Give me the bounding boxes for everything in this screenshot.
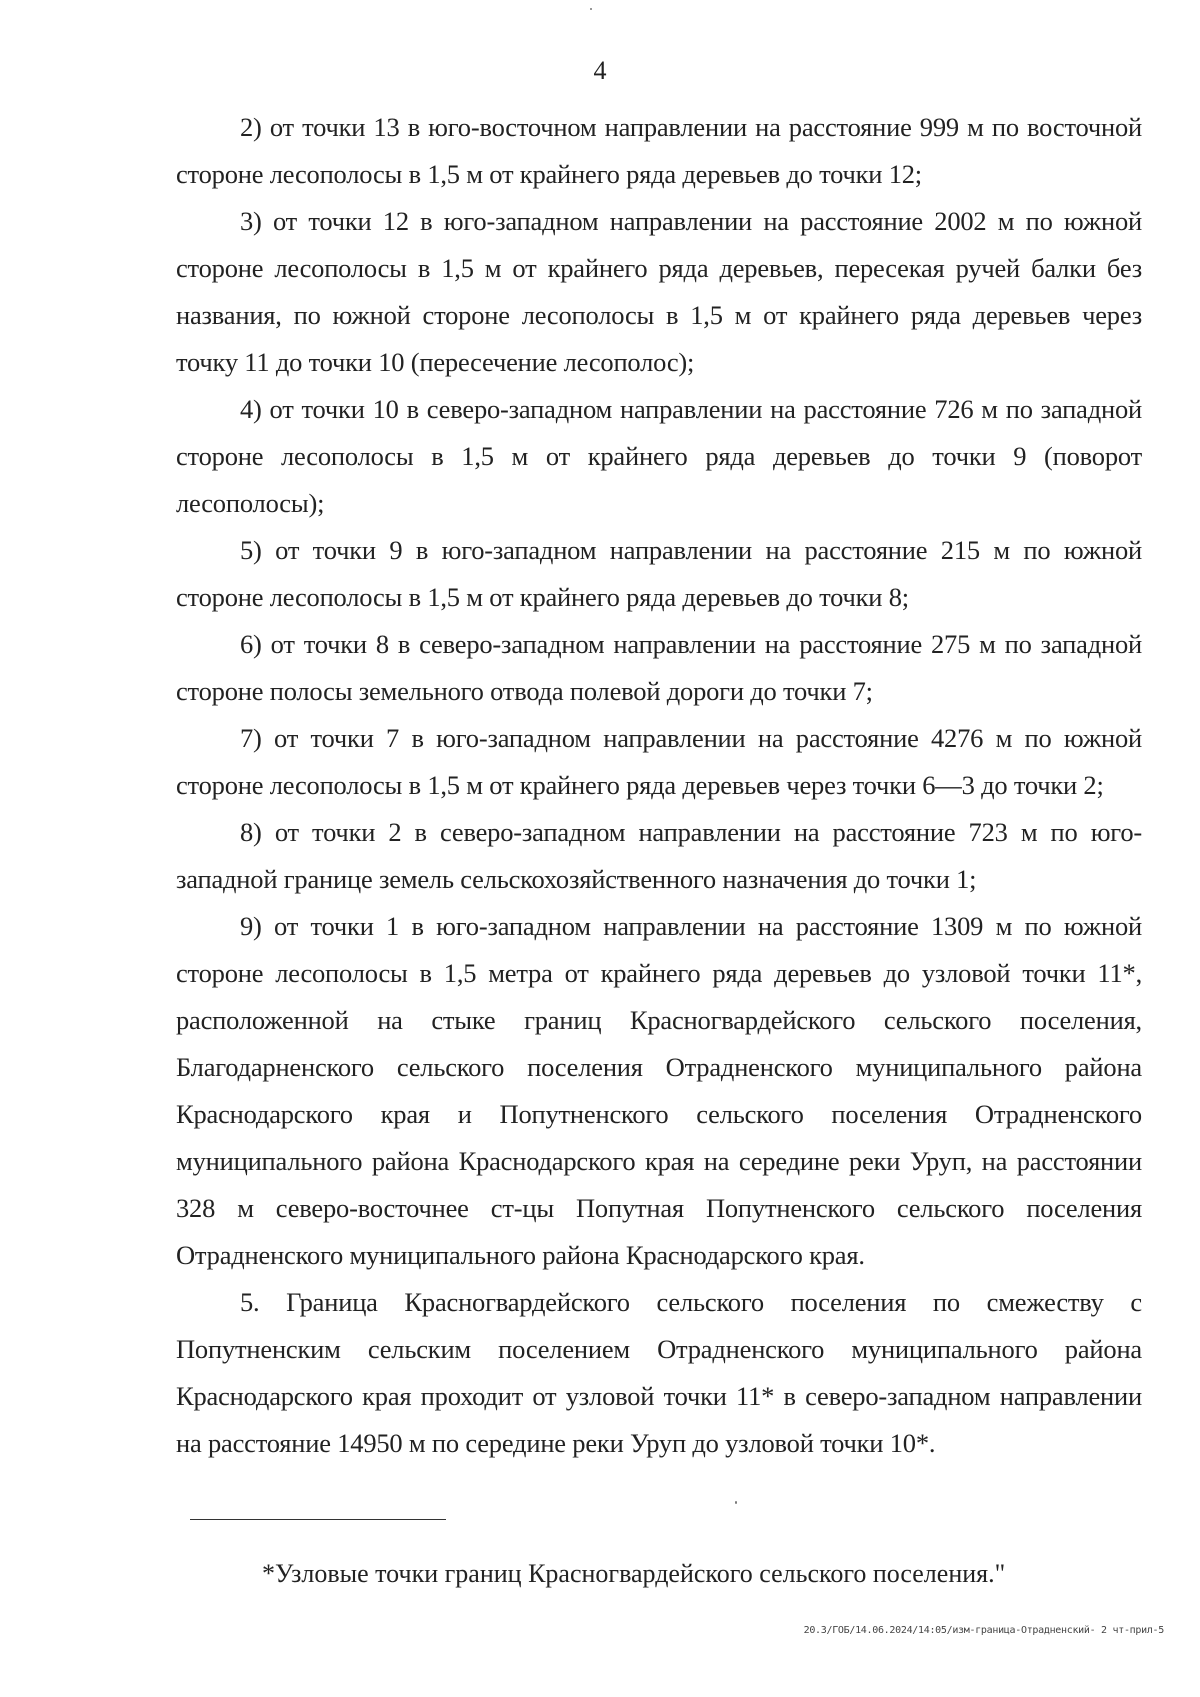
document-reference-footer: 20.3/ГОБ/14.06.2024/14:05/изм-граница-Отрадненский- 2 чт-прил-5 xyxy=(803,1625,1164,1636)
scan-speck xyxy=(590,8,592,10)
scan-speck xyxy=(735,1501,737,1504)
paragraph-item-4: 4) от точки 10 в северо-западном направлении на расстояние 726 м по западной стороне лесополосы в 1,5 м от крайнего ряда деревьев до точки 9 (поворот лесополосы); xyxy=(176,394,1142,518)
paragraph-item-5: 5) от точки 9 в юго-западном направлении на расстояние 215 м по южной стороне лесополосы в 1,5 м от крайнего ряда деревьев до точки 8; xyxy=(176,535,1142,612)
paragraph-item-8: 8) от точки 2 в северо-западном направлении на расстояние 723 м по юго-западной границе земель сельскохозяйственного назначения до точки 1; xyxy=(176,817,1142,894)
page-number: 4 xyxy=(593,56,607,85)
footnote-divider xyxy=(190,1519,446,1520)
paragraph-item-3: 3) от точки 12 в юго-западном направлении на расстояние 2002 м по южной стороне лесополосы в 1,5 м от крайнего ряда деревьев, пересекая ручей балки без названия, по южной стороне лесополосы в 1,5 м от крайнего ряда деревьев через точку 11 до точки 10 (пересечение лесополос); xyxy=(176,206,1142,377)
footnote: *Узловые точки границ Красногвардейского сельского поселения." xyxy=(262,1559,1006,1588)
paragraph-item-9: 9) от точки 1 в юго-западном направлении на расстояние 1309 м по южной стороне лесополосы в 1,5 метра от крайнего ряда деревьев до узловой точки 11*, расположенной на стыке границ Красногвардейского сельского поселения, Благодарненского сельского поселения Отрадненского муниципального района Краснодарского края и Попутненского сельского поселения Отрадненского муниципального района Краснодарского края на середине реки Уруп, на расстоянии 328 м северо-восточнее ст-цы Попутная Попутненского сельского поселения Отрадненского муниципального района Краснодарского края. xyxy=(176,911,1142,1270)
paragraph-section-5: 5. Граница Красногвардейского сельского поселения по смежеству с Попутненским сельским поселением Отрадненского муниципального района Краснодарского края проходит от узловой точки 11* в северо-западном направлении на расстояние 14950 м по середине реки Уруп до узловой точки 10*. xyxy=(176,1287,1142,1458)
paragraph-item-2: 2) от точки 13 в юго-восточном направлении на расстояние 999 м по восточной стороне лесополосы в 1,5 м от крайнего ряда деревьев до точки 12; xyxy=(176,112,1142,189)
paragraph-item-6: 6) от точки 8 в северо-западном направлении на расстояние 275 м по западной стороне полосы земельного отвода полевой дороги до точки 7; xyxy=(176,629,1142,706)
document-body xyxy=(176,104,1142,1467)
paragraph-item-7: 7) от точки 7 в юго-западном направлении на расстояние 4276 м по южной стороне лесополосы в 1,5 м от крайнего ряда деревьев через точки 6—3 до точки 2; xyxy=(176,723,1142,800)
